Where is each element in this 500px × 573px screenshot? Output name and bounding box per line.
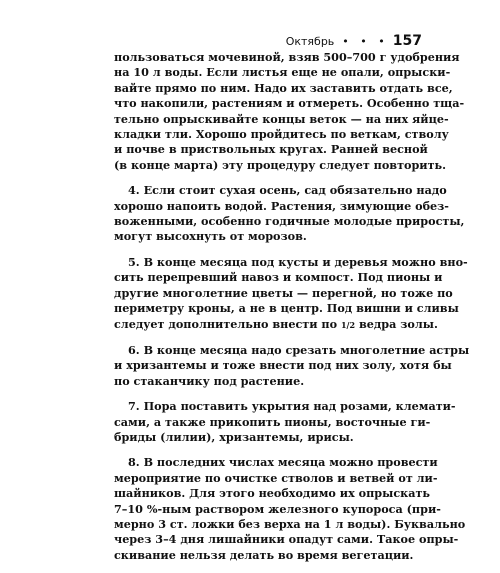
text-line-with-fraction xyxy=(114,316,438,333)
text-line: что накопили, растениям и отмереть. Особенно тща- xyxy=(114,96,465,111)
text-line: шайников. Для этого необходимо их опрыскать xyxy=(114,486,430,501)
text-line: и почве в приствольных кругах. Ранней весной xyxy=(114,142,428,157)
text-line: (в конце марта) эту процедуру следует повторить. xyxy=(114,157,447,172)
paragraph-item-8 xyxy=(114,455,466,563)
text-line: на 10 л воды. Если листья еще не опали, опрыски- xyxy=(114,65,451,80)
text-line: 7–10 %-ным раствором железного купороса (при- xyxy=(114,501,441,516)
text-segment: ведра золы. xyxy=(358,316,438,331)
text-line: кладки тли. Хорошо пройдитесь по веткам, стволу xyxy=(114,127,449,142)
paragraph-item-6 xyxy=(114,342,470,389)
text-line: 5. В конце месяца под кусты и деревья можно вно- xyxy=(128,254,468,269)
text-line: мерно 3 ст. ложки без верха на 1 л воды). Буквально xyxy=(114,516,466,531)
text-line: и хризантемы и тоже внести под них золу, хотя бы xyxy=(114,358,452,373)
text-line: 4. Если стоит сухая осень, сад обязательно надо xyxy=(128,183,447,198)
header-dots: • • • xyxy=(342,35,389,48)
running-header xyxy=(286,33,422,49)
paragraph-item-5 xyxy=(114,254,468,333)
page-number: 157 xyxy=(392,33,422,49)
text-line: 6. В конце месяца надо срезать многолетние астры xyxy=(128,342,470,357)
text-line: через 3–4 дня лишайники опадут сами. Такое опры- xyxy=(114,532,459,547)
text-line: пользоваться мочевиной, взяв 500–700 г удобрения xyxy=(114,50,460,64)
text-line: хорошо напоить водой. Растения, зимующие обез- xyxy=(114,198,449,213)
text-line: скивание нельзя делать во время вегетации. xyxy=(114,547,414,562)
text-line: бриды (лилии), хризантемы, ирисы. xyxy=(114,429,354,444)
paragraph-item-7 xyxy=(114,399,456,445)
text-line: мероприятие по очистке стволов и ветвей от ли- xyxy=(114,470,438,485)
paragraph-continuation xyxy=(114,50,465,173)
text-line: другие многолетние цветы — перегной, но тоже по xyxy=(114,285,453,300)
text-line: сить перепревший навоз и компост. Под пионы и xyxy=(114,270,443,285)
text-line: вайте прямо по ним. Надо их заставить отдать все, xyxy=(114,80,453,95)
text-segment: следует дополнительно внести по xyxy=(114,316,341,331)
chapter-title: Октябрь xyxy=(285,35,335,48)
text-line: периметру кроны, а не в центр. Под вишни и сливы xyxy=(114,301,459,316)
body-text xyxy=(114,50,470,573)
paragraph-item-4 xyxy=(114,183,465,245)
text-line: по стаканчику под растение. xyxy=(114,373,305,388)
text-line: тельно опрыскивайте концы веток — на них яйце- xyxy=(114,111,449,126)
text-line: 7. Пора поставить укрытия над розами, клемати- xyxy=(128,399,456,414)
text-line: сами, а также прикопить пионы, восточные ги- xyxy=(114,414,431,429)
text-line: 8. В последних числах месяца можно провести xyxy=(128,455,438,470)
text-line: могут высохнуть от морозов. xyxy=(114,229,307,244)
fraction: 1/2 xyxy=(340,319,356,330)
text-line: воженными, особенно годичные молодые приросты, xyxy=(114,214,465,229)
